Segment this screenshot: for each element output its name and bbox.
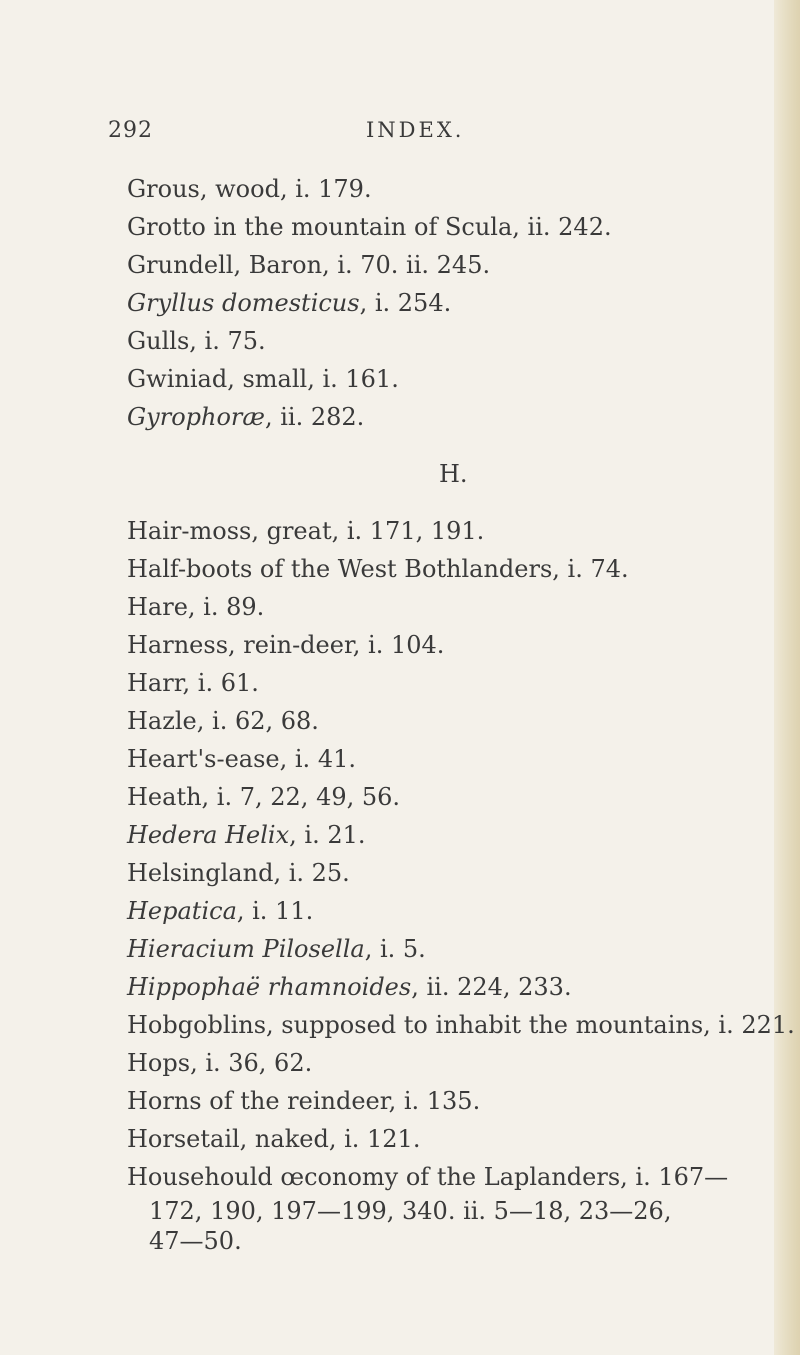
index-term: Grundell, Baron — [127, 251, 323, 279]
index-term: Hobgoblins, supposed to inhabit the mountains — [127, 1011, 704, 1039]
index-refs: , i. 104. — [352, 631, 445, 659]
index-refs: , i. 167— — [620, 1163, 729, 1191]
index-term: Grotto in the mountain of Scula — [127, 213, 513, 241]
index-entry — [127, 398, 747, 436]
index-entry — [127, 1158, 747, 1196]
index-refs: , i. 25. — [273, 859, 350, 887]
index-entries — [127, 170, 795, 1256]
index-refs: , i. 171, 191. — [331, 517, 485, 545]
index-term: Hieracium Pilosella — [127, 935, 365, 963]
index-term: Hazle — [127, 707, 197, 735]
index-term: Gryllus domesticus — [127, 289, 360, 317]
index-refs: , i. 70. ii. 245. — [322, 251, 491, 279]
index-entry-continuation: 47—50. — [149, 1227, 242, 1255]
index-term: Heart's-ease — [127, 745, 280, 773]
h-entries — [127, 512, 795, 1196]
index-refs: , i. 74. — [552, 555, 629, 583]
index-entry — [127, 1120, 747, 1158]
index-entry-continuation: 172, 190, 197—199, 340. ii. 5—18, 23—26, — [149, 1197, 672, 1225]
index-refs: , i. 7, 22, 49, 56. — [201, 783, 401, 811]
index-term: Horsetail, naked — [127, 1125, 329, 1153]
index-refs: , i. 36, 62. — [190, 1049, 313, 1077]
g-entries — [127, 170, 747, 436]
index-entry — [127, 1082, 747, 1120]
index-term: Hippophaë rhamnoides — [127, 973, 412, 1001]
index-entry — [127, 816, 747, 854]
index-term: Heath — [127, 783, 202, 811]
running-head: INDEX. — [366, 118, 465, 142]
index-refs: , i. 75. — [189, 327, 266, 355]
index-entry — [127, 170, 747, 208]
index-term: Harr — [127, 669, 183, 697]
index-entry — [127, 246, 747, 284]
index-refs: , i. 161. — [307, 365, 399, 393]
index-entry — [127, 664, 747, 702]
index-term: Hare — [127, 593, 188, 621]
index-term: Gyrophoræ — [127, 403, 265, 431]
index-refs: , i. 41. — [279, 745, 356, 773]
index-entry — [127, 588, 747, 626]
index-entry — [127, 208, 747, 246]
index-term: Househould œconomy of the Laplanders — [127, 1163, 621, 1191]
index-term: Hops — [127, 1049, 191, 1077]
index-entry — [127, 626, 747, 664]
index-refs: , i. 254. — [359, 289, 452, 317]
index-refs: , ii. 224, 233. — [411, 973, 572, 1001]
index-refs: , i. 121. — [328, 1125, 421, 1153]
index-entry — [127, 1006, 795, 1044]
index-term: Horns of the reindeer — [127, 1087, 389, 1115]
index-refs: , i. 5. — [364, 935, 426, 963]
index-term: Helsingland — [127, 859, 274, 887]
index-term: Hepatica — [127, 897, 237, 925]
index-entry — [127, 968, 747, 1006]
index-term: Hair-moss, great — [127, 517, 332, 545]
index-entry — [127, 322, 747, 360]
index-term: Half-boots of the West Bothlanders — [127, 555, 553, 583]
index-entry — [127, 512, 747, 550]
page-edge — [774, 0, 800, 1355]
index-term: Hedera Helix — [127, 821, 290, 849]
index-entry — [127, 1044, 747, 1082]
index-refs: , i. 179. — [279, 175, 372, 203]
index-entry — [127, 892, 747, 930]
index-refs: , i. 21. — [289, 821, 366, 849]
index-refs: , i. 61. — [182, 669, 259, 697]
index-term: Gulls — [127, 327, 190, 355]
index-entry — [127, 854, 747, 892]
index-refs: , i. 11. — [236, 897, 314, 925]
index-entry — [127, 702, 747, 740]
index-term: Gwiniad, small — [127, 365, 308, 393]
index-entry — [127, 778, 747, 816]
index-term: Grous, wood — [127, 175, 280, 203]
index-refs: , i. 135. — [388, 1087, 481, 1115]
index-entry — [127, 550, 747, 588]
index-entry — [127, 284, 747, 322]
index-term: Harness, rein-deer — [127, 631, 353, 659]
page-number: 292 — [108, 118, 153, 143]
index-refs: , i. 89. — [187, 593, 265, 621]
index-entry — [127, 360, 747, 398]
index-entry — [127, 930, 747, 968]
page-header — [108, 118, 708, 148]
index-refs: , i. 62, 68. — [196, 707, 319, 735]
section-letter-h: H. — [439, 460, 468, 488]
index-refs: , i. 221. — [703, 1011, 795, 1039]
index-entry — [127, 740, 747, 778]
index-refs: , ii. 282. — [264, 403, 365, 431]
index-refs: , ii. 242. — [512, 213, 612, 241]
